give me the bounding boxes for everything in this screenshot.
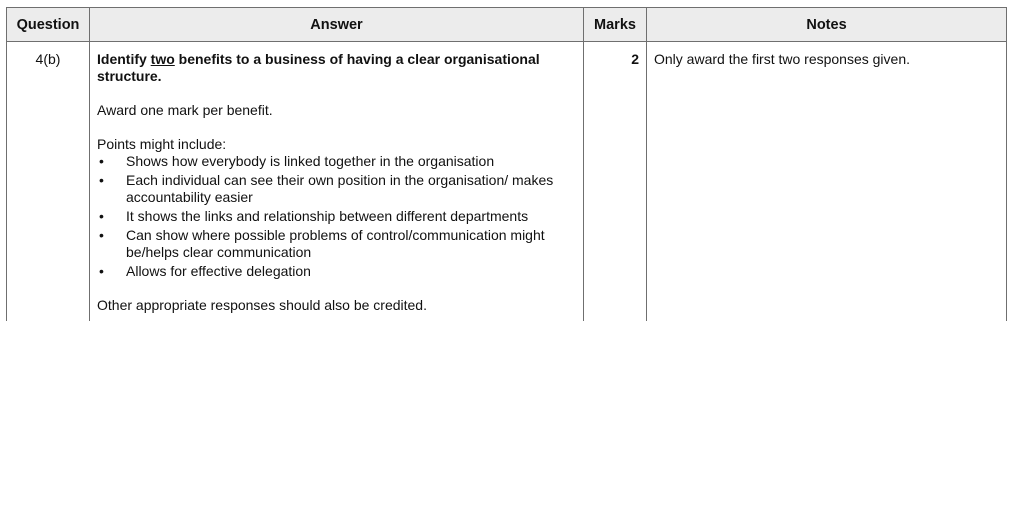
bullet-icon: • (99, 263, 104, 279)
point-text: Shows how everybody is linked together in the organisation (126, 153, 495, 169)
notes-text: Only award the first two responses given. (647, 42, 1007, 322)
header-marks: Marks (584, 8, 647, 42)
header-answer: Answer (90, 8, 584, 42)
list-item (97, 153, 576, 170)
bullet-icon: • (99, 172, 104, 188)
answer-cell (90, 42, 584, 322)
list-item (97, 172, 576, 206)
award-instruction: Award one mark per benefit. (97, 102, 273, 118)
list-item (97, 227, 576, 261)
point-text: Allows for effective delegation (126, 263, 311, 279)
bullet-icon: • (99, 208, 104, 224)
answer-title-post: benefits to a business of having a clear organisational structure. (97, 51, 540, 84)
list-item (97, 263, 576, 280)
points-intro: Points might include: (97, 136, 227, 152)
mark-scheme-table (6, 7, 1007, 321)
answer-question-text (97, 51, 576, 85)
header-notes: Notes (647, 8, 1007, 42)
table-row (7, 42, 1007, 322)
point-text: Each individual can see their own position in the organisation/ makes accountability easier (126, 172, 554, 205)
other-responses-note: Other appropriate responses should also be credited. (97, 297, 427, 313)
answer-title-pre: Identify (97, 51, 151, 67)
point-text: Can show where possible problems of control/communication might be/helps clear communication (126, 227, 545, 260)
point-text: It shows the links and relationship between different departments (126, 208, 529, 224)
answer-title-emphasis: two (150, 51, 175, 67)
question-number: 4(b) (7, 42, 90, 322)
marks-value: 2 (584, 42, 647, 322)
header-question: Question (7, 8, 90, 42)
bullet-icon: • (99, 227, 104, 243)
list-item (97, 208, 576, 225)
header-row (7, 8, 1007, 42)
points-list (97, 153, 576, 280)
bullet-icon: • (99, 153, 104, 169)
